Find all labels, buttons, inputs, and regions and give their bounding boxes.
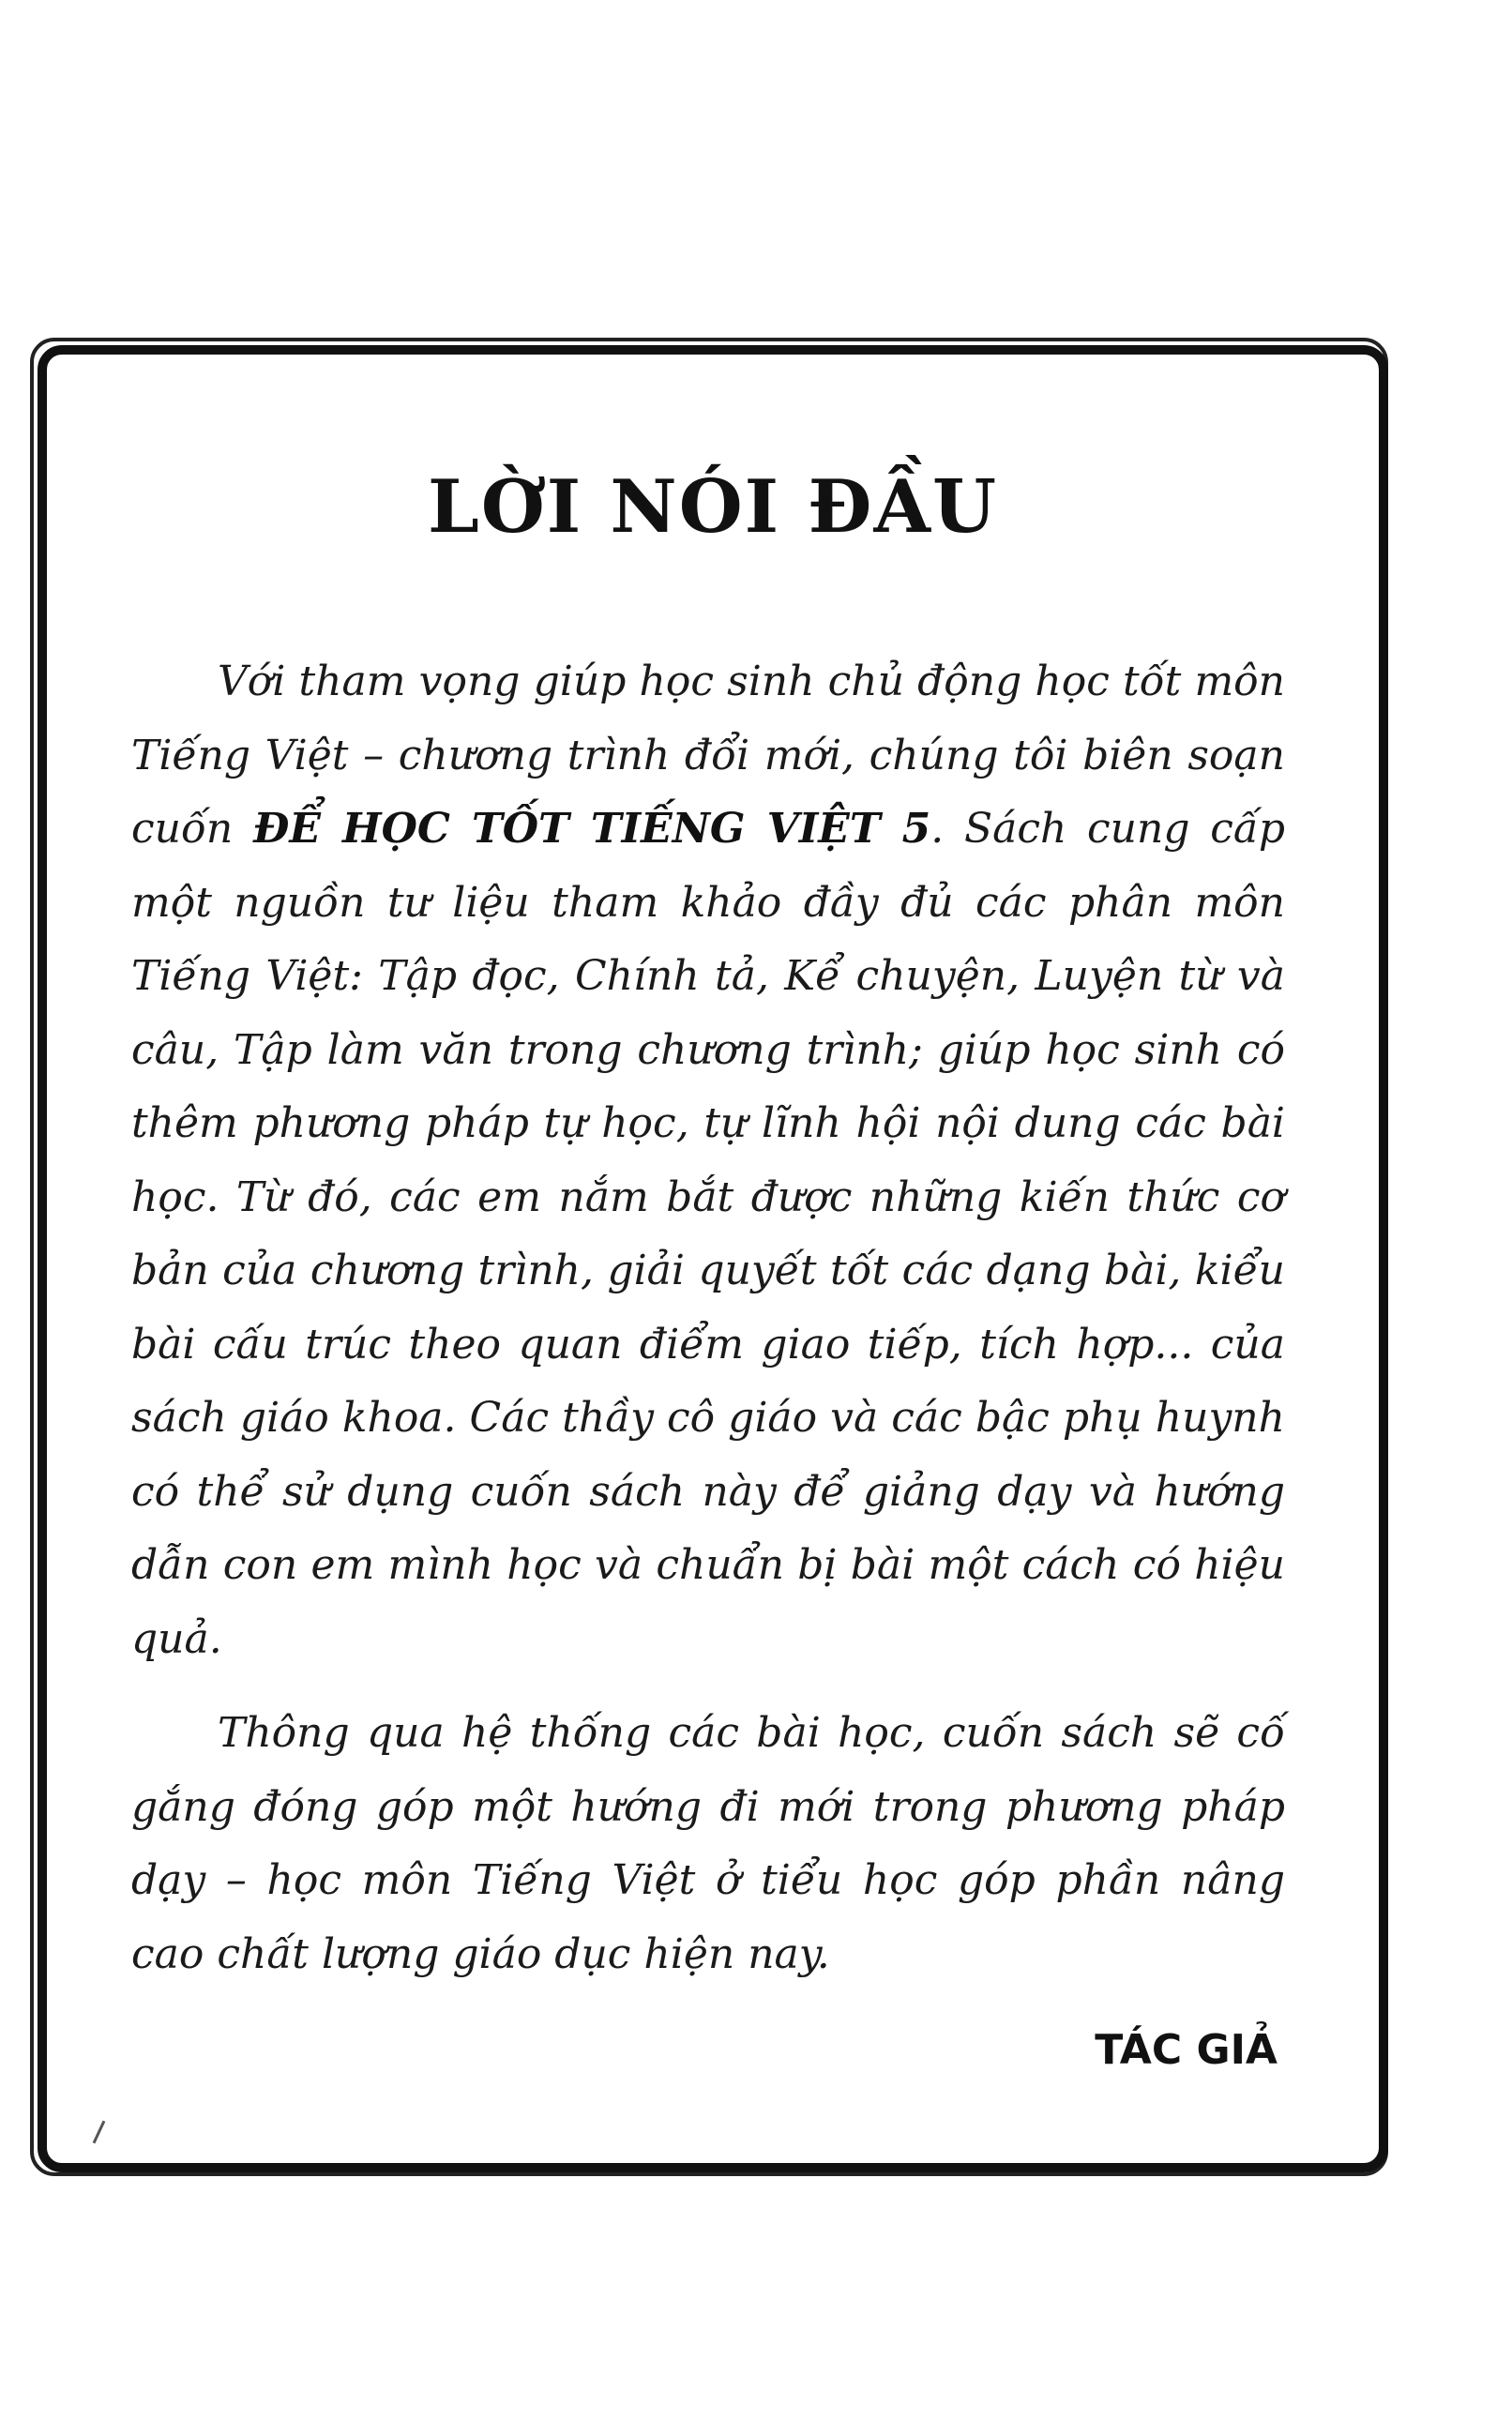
preface-paragraph-2: Thông qua hệ thống các bài học, cuốn sách sẽ cố gắng đóng góp một hướng đi mới trong phương pháp dạy – học môn Tiếng Việt ở tiểu học góp phần nâng cao chất lượng giáo dục hiện nay.	[131, 1709, 1285, 1978]
paragraph-1-body: . Sách cung cấp một nguồn tư liệu tham khảo đầy đủ các phân môn Tiếng Việt: Tập đọc, Chính tả, Kể chuyện, Luyện từ và câu, Tập làm văn trong chương trình; giúp học sinh có thêm phương pháp tự học, tự lĩnh hội nội dung các bài học. Từ đó, các em nắm bắt được những kiến thức cơ bản của chương trình, giải quyết tốt các dạng bài, kiểu bài cấu trúc theo quan điểm giao tiếp, tích hợp... của sách giáo khoa. Các thầy cô giáo và các bậc phụ huynh có thể sử dụng cuốn sách này để giảng dạy và hướng dẫn con em mình học và chuẩn bị bài một cách có hiệu quả.	[131, 805, 1285, 1663]
page-title: LỜI NÓI ĐẦU	[427, 464, 999, 550]
book-title: ĐỂ HỌC TỐT TIẾNG VIỆT 5	[252, 805, 931, 853]
author-signature: TÁC GIẢ	[1095, 2026, 1278, 2074]
preface-paragraph-1	[131, 645, 1285, 1676]
paragraph-1-intro: Với tham vọng giúp học sinh chủ động học tốt môn Tiếng Việt – chương trình đổi mới, chúng tôi biên soạn cuốn	[131, 658, 1285, 853]
preface-body	[131, 645, 1285, 1991]
